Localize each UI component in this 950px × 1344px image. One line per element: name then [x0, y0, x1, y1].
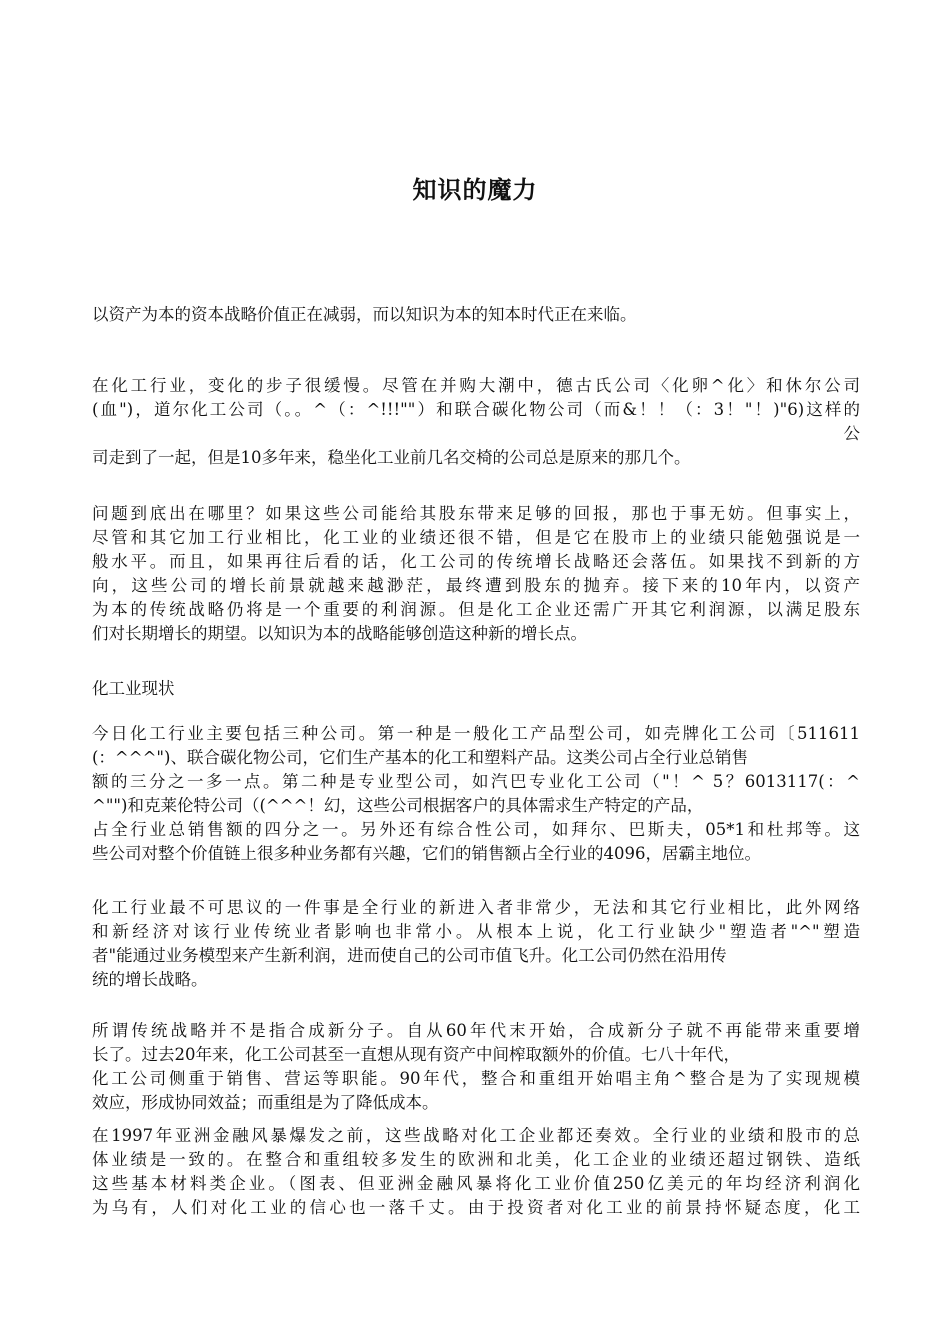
paragraph-5: [92, 1019, 860, 1115]
section-heading: 化工业现状: [92, 679, 175, 698]
paragraph-3-line-4: ^"")和克莱伦特公司（(^^^！幻，这些公司根据客户的具体需求生产特定的产品，: [92, 796, 704, 815]
paragraph-4-line-2: 和新经济对该行业传统业者影响也非常小。从根本上说，化工行业缺少"塑造者"^"塑造: [92, 922, 860, 941]
paragraph-5-line-4: 效应，形成协同效益；而重组是为了降低成本。: [92, 1093, 439, 1112]
paragraph-3: [92, 722, 860, 866]
paragraph-2-line-3: 般水平。而且，如果再往后看的话，化工公司的传统增长战略还会落伍。如果找不到新的方: [92, 552, 860, 571]
paragraph-4-line-3: 者"能通过业务模型来产生新利润，进而使自己的公司市值飞升。化工公司仍然在沿用传: [92, 946, 727, 965]
paragraph-2-line-1: 问题到底出在哪里？如果这些公司能给其股东带来足够的回报，那也于事无妨。但事实上，: [92, 504, 860, 523]
paragraph-3-line-1: 今日化工行业主要包括三种公司。第一种是一般化工产品型公司，如壳牌化工公司〔511611: [92, 724, 860, 743]
paragraph-4: [92, 896, 860, 992]
paragraph-1-line-1: 在化工行业，变化的步子很缓慢。尽管在并购大潮中，德古氏公司〈化卵^化〉和休尔公司: [92, 376, 860, 395]
paragraph-1-line-3: 公: [843, 424, 860, 443]
paragraph-6: [92, 1124, 860, 1220]
paragraph-2-line-4: 向，这些公司的增长前景就越来越渺茫，最终遭到股东的抛弃。接下来的10年内，以资产: [92, 576, 860, 595]
paragraph-2-line-2: 尽管和其它加工行业相比，化工业的业绩还很不错，但是它在股市上的业绩只能勉强说是一: [92, 528, 860, 547]
paragraph-3-line-6: 些公司对整个价值链上很多种业务都有兴趣，它们的销售额占全行业的4096，居霸主地位。: [92, 844, 761, 863]
paragraph-3-line-5: 占全行业总销售额的四分之一。另外还有综合性公司，如拜尔、巴斯夫，05*1和杜邦等。这: [92, 820, 860, 839]
paragraph-5-line-3: 化工公司侧重于销售、营运等职能。90年代，整合和重组开始唱主角^整合是为了实现规模: [92, 1069, 860, 1088]
intro-paragraph: [92, 303, 860, 327]
paragraph-6-line-1: 在1997年亚洲金融风暴爆发之前，这些战略对化工企业都还奏效。全行业的业绩和股市的总: [92, 1126, 860, 1145]
paragraph-3-line-2: (：^^^")、联合碳化物公司，它们生产基本的化工和塑料产品。这类公司占全行业总销售: [92, 748, 748, 767]
paragraph-4-line-1: 化工行业最不可思议的一件事是全行业的新进入者非常少，无法和其它行业相比，此外网络: [92, 898, 860, 917]
paragraph-6-line-3: 这些基本材料类企业。（图表、但亚洲金融风暴将化工业价值250亿美元的年均经济利润化: [92, 1174, 860, 1193]
paragraph-2-line-6: 们对长期增长的期望。以知识为本的战略能够创造这种新的增长点。: [92, 624, 587, 643]
paragraph-5-line-1: 所谓传统战略并不是指合成新分子。自从60年代末开始，合成新分子就不再能带来重要增: [92, 1021, 860, 1040]
paragraph-1: [92, 374, 860, 470]
document-title: 知识的魔力: [412, 175, 538, 204]
paragraph-1-line-4: 司走到了一起，但是10多年来，稳坐化工业前几名交椅的公司总是原来的那几个。: [92, 448, 691, 467]
paragraph-2-line-5: 为本的传统战略仍将是一个重要的利润源。但是化工企业还需广开其它利润源，以满足股东: [92, 600, 860, 619]
paragraph-3-line-3: 额的三分之一多一点。第二种是专业型公司，如汽巴专业化工公司（"！^ 5？6013117(：^: [92, 772, 860, 791]
paragraph-4-line-4: 统的增长战略。: [92, 970, 208, 989]
paragraph-6-line-4: 为乌有，人们对化工业的信心也一落千丈。由于投资者对化工业的前景持怀疑态度，化工: [92, 1198, 860, 1217]
paragraph-5-line-2: 长了。过去20年来，化工公司甚至一直想从现有资产中间榨取额外的价值。七八十年代，: [92, 1045, 740, 1064]
paragraph-6-line-2: 体业绩是一致的。在整合和重组较多发生的欧洲和北美，化工企业的业绩还超过钢铁、造纸: [92, 1150, 860, 1169]
paragraph-1-line-2: (血")，道尔化工公司（。。^（：^!!!""）和联合碳化物公司（而&！！（：3！"！)"6)这样的: [92, 400, 860, 419]
paragraph-2: [92, 502, 860, 646]
intro-line: 以资产为本的资本战略价值正在减弱，而以知识为本的知本时代正在来临。: [92, 305, 637, 324]
